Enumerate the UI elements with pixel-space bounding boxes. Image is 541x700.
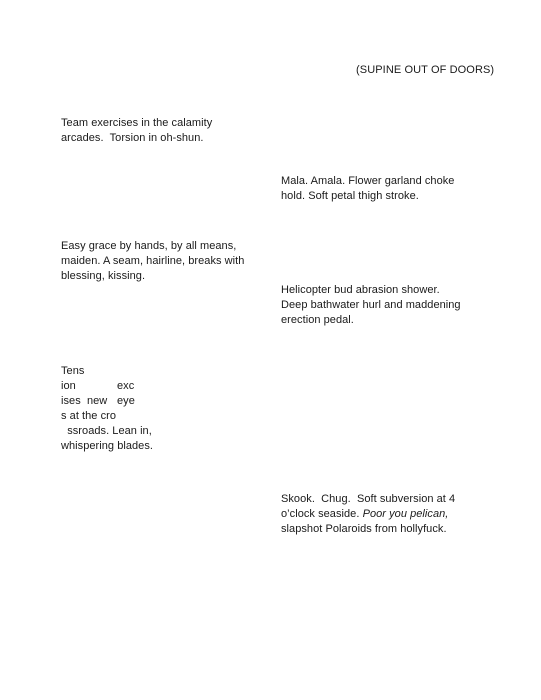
- stanza-italic-fragment: Poor you pelican,: [362, 508, 449, 520]
- stanza-line: Helicopter bud abrasion shower.: [281, 284, 440, 296]
- stanza-line: [281, 507, 491, 522]
- stanza-fragment: exc: [117, 380, 135, 392]
- stanza-fragment: Tens: [61, 365, 85, 377]
- stanza-6: [281, 492, 491, 537]
- stanza-1: [61, 116, 261, 146]
- stanza-line: Skook. Chug. Soft subversion at 4: [281, 493, 456, 505]
- stanza-fragment: whispering blades.: [61, 440, 154, 452]
- page-title: (SUPINE OUT OF DOORS): [356, 64, 495, 76]
- stanza-line: arcades. Torsion in oh-shun.: [61, 132, 204, 144]
- stanza-fragment: ssroads. Lean in,: [61, 425, 152, 437]
- stanza-fragment: ises new: [61, 395, 108, 407]
- stanza-line: maiden. A seam, hairline, breaks with: [61, 255, 245, 267]
- stanza-line: Team exercises in the calamity: [61, 117, 213, 129]
- stanza-4: [281, 283, 491, 328]
- stanza-line: Easy grace by hands, by all means,: [61, 240, 237, 252]
- stanza-fragment: s at the cro: [61, 410, 117, 422]
- stanza-fragment: eye: [117, 395, 135, 407]
- stanza-fragment: ion: [61, 380, 76, 392]
- stanza-line: erection pedal.: [281, 314, 354, 326]
- stanza-line: slapshot Polaroids from hollyfuck.: [281, 523, 447, 535]
- stanza-3: [61, 239, 271, 284]
- stanza-2: [281, 174, 481, 204]
- stanza-line: hold. Soft petal thigh stroke.: [281, 190, 419, 202]
- stanza-line: blessing, kissing.: [61, 270, 146, 282]
- stanza-line: Mala. Amala. Flower garland choke: [281, 175, 455, 187]
- stanza-fragment: o’clock seaside.: [281, 508, 363, 520]
- stanza-line: Deep bathwater hurl and maddening: [281, 299, 461, 311]
